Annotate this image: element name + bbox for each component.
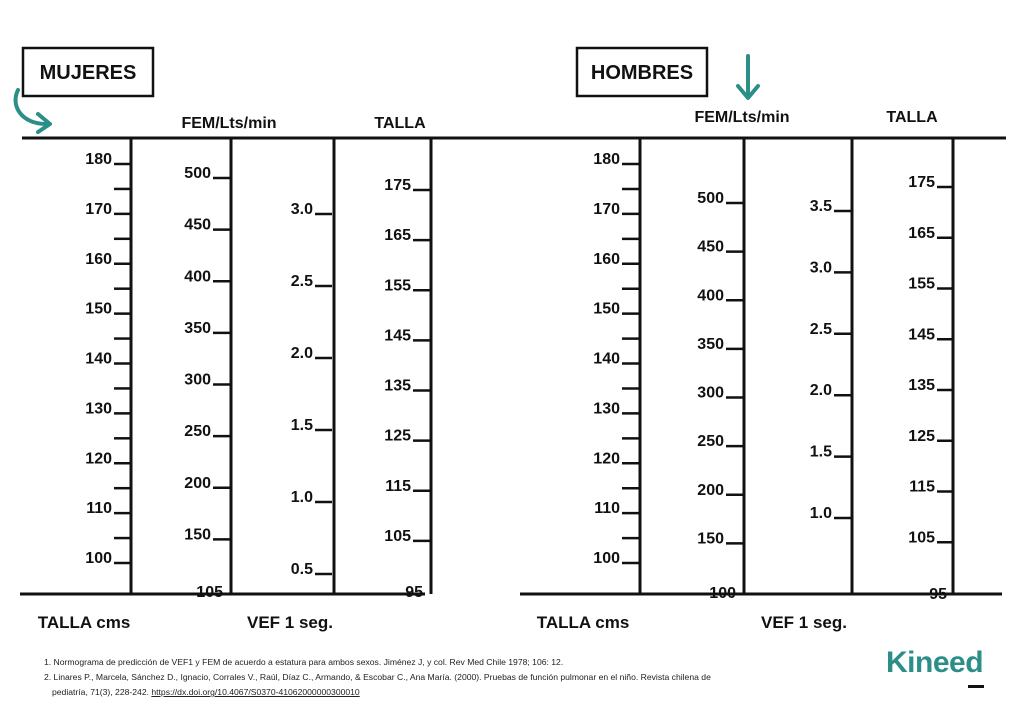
hombres-talla-cms-label-0: 180 [593, 151, 620, 168]
hombres-talla-label-8: 95 [929, 586, 947, 603]
mujeres-talla-cms-label-8: 100 [85, 550, 112, 567]
mujeres-vef-label-1: 2.5 [290, 273, 313, 290]
mujeres-talla-label-7: 105 [384, 527, 411, 545]
mujeres-fem-label-3: 350 [184, 319, 211, 337]
hombres-talla-label-2: 155 [908, 275, 935, 293]
hombres-fem-header: FEM/Lts/min [694, 109, 790, 126]
hombres-vef-label-4: 1.5 [809, 443, 832, 461]
reference-2: 2. Linares P., Marcela, Sánchez D., Ignacio, Corrales V., Raúl, Díaz C., Armando, & Escobar C., Ana María. (2000). Pruebas de función pulmonar en el niño. Revista chilena de [44, 672, 711, 682]
hombres-fem-label-4: 300 [697, 384, 724, 402]
scales [85, 151, 954, 603]
hombres-fem-label-8: 100 [709, 585, 736, 602]
mujeres-talla-cms-label-7: 110 [86, 500, 112, 518]
mujeres-label: MUJERES [39, 62, 137, 84]
mujeres-vef-label-3: 1.5 [290, 417, 313, 434]
hombres-talla-label-0: 175 [908, 174, 935, 191]
hombres-talla-cms-label-2: 160 [593, 250, 620, 268]
mujeres-vef-label-5: 0.5 [290, 561, 313, 578]
reference-1: 1. Normograma de predicción de VEF1 y FEM de acuerdo a estatura para ambos sexos. Jiménez J, y col. Rev Med Chile 1978; 106: 12. [44, 657, 564, 667]
hombres-talla-label-3: 145 [908, 326, 935, 344]
mujeres-fem-label-5: 250 [184, 423, 211, 441]
hombres-label: HOMBRES [590, 62, 694, 84]
hombres-fem-label-5: 250 [697, 433, 724, 451]
hombres-vef-label-0: 3.5 [809, 198, 832, 215]
reference-2-continued [44, 685, 711, 700]
hombres-talla-cms-label-1: 170 [593, 200, 620, 218]
mujeres-fem-label-2: 400 [184, 268, 211, 286]
hombres-talla-cms-label-7: 110 [594, 500, 620, 518]
hombres-fem-label-3: 350 [697, 335, 724, 353]
hombres-fem-label-0: 500 [697, 190, 724, 207]
hombres-talla-label-6: 115 [909, 478, 935, 496]
mujeres-vef-label-0: 3.0 [290, 201, 313, 218]
hombres-talla-cms-label-6: 120 [593, 450, 620, 468]
mujeres-talla-cms-label: TALLA cms [37, 613, 131, 632]
mujeres-fem-label-0: 500 [184, 165, 211, 182]
hombres-fem-label-2: 400 [697, 287, 724, 305]
hombres-fem-label-1: 450 [697, 238, 724, 256]
reference-doi-link[interactable]: https://dx.doi.org/10.4067/S0370-41062000000300010 [151, 687, 360, 697]
hombres-talla-label-4: 135 [908, 377, 935, 394]
hombres-talla-label-1: 165 [908, 224, 935, 242]
hombres-vef-label: VEF 1 seg. [761, 613, 847, 632]
logo-text: Kineed [886, 646, 984, 679]
mujeres-talla-cms-label-6: 120 [85, 450, 112, 468]
hombres-talla-label-7: 105 [908, 529, 935, 547]
hombres-talla-cms-label-3: 150 [593, 300, 620, 318]
hombres-talla-cms-label-8: 100 [593, 550, 620, 567]
hombres-talla-cms-label-5: 130 [593, 400, 620, 418]
references [44, 655, 711, 700]
mujeres-talla-label-3: 145 [384, 327, 411, 345]
hombres-vef-label-1: 3.0 [809, 259, 832, 277]
mujeres-vef-label-2: 2.0 [290, 345, 313, 362]
mujeres-fem-label-1: 450 [184, 216, 211, 234]
hombres-fem-label-6: 200 [697, 481, 724, 499]
mujeres-talla-label-0: 175 [384, 177, 411, 194]
hombres-vef-label-2: 2.5 [809, 320, 832, 338]
mujeres-talla-header: TALLA [374, 115, 426, 132]
hombres-vef-label-5: 1.0 [809, 505, 832, 522]
nomogram-frame [20, 138, 1006, 594]
mujeres-fem-label-7: 150 [184, 526, 211, 544]
mujeres-talla-label-2: 155 [384, 277, 411, 295]
mujeres-vef-label-4: 1.0 [290, 489, 313, 506]
headers [16, 48, 939, 632]
mujeres-fem-label-6: 200 [184, 474, 211, 492]
reference-2-source: pediatría, 71(3), 228-242. [52, 687, 149, 697]
mujeres-talla-label-6: 115 [385, 477, 411, 495]
kineed-logo [886, 642, 986, 690]
mujeres-talla-cms-label-4: 140 [85, 350, 112, 368]
mujeres-fem-label-4: 300 [184, 371, 211, 389]
mujeres-talla-cms-label-3: 150 [85, 300, 112, 318]
mujeres-talla-label-5: 125 [384, 427, 411, 445]
hombres-vef-label-3: 2.0 [809, 382, 832, 400]
mujeres-talla-cms-label-0: 180 [85, 151, 112, 168]
hombres-talla-header: TALLA [886, 109, 938, 126]
hombres-talla-cms-label: TALLA cms [536, 613, 630, 632]
hombres-talla-label-5: 125 [908, 427, 935, 445]
mujeres-talla-label-1: 165 [384, 227, 411, 245]
mujeres-talla-label-8: 95 [405, 584, 423, 601]
hombres-talla-cms-label-4: 140 [593, 350, 620, 368]
mujeres-talla-cms-label-1: 170 [85, 200, 112, 218]
mujeres-talla-cms-label-2: 160 [85, 250, 112, 268]
mujeres-talla-cms-label-5: 130 [85, 400, 112, 418]
mujeres-talla-label-4: 135 [384, 377, 411, 395]
mujeres-fem-label-8: 105 [196, 584, 223, 601]
hombres-fem-label-7: 150 [697, 530, 724, 548]
mujeres-fem-header: FEM/Lts/min [181, 115, 277, 132]
mujeres-vef-label: VEF 1 seg. [247, 613, 333, 632]
logo-underscore [968, 685, 984, 688]
